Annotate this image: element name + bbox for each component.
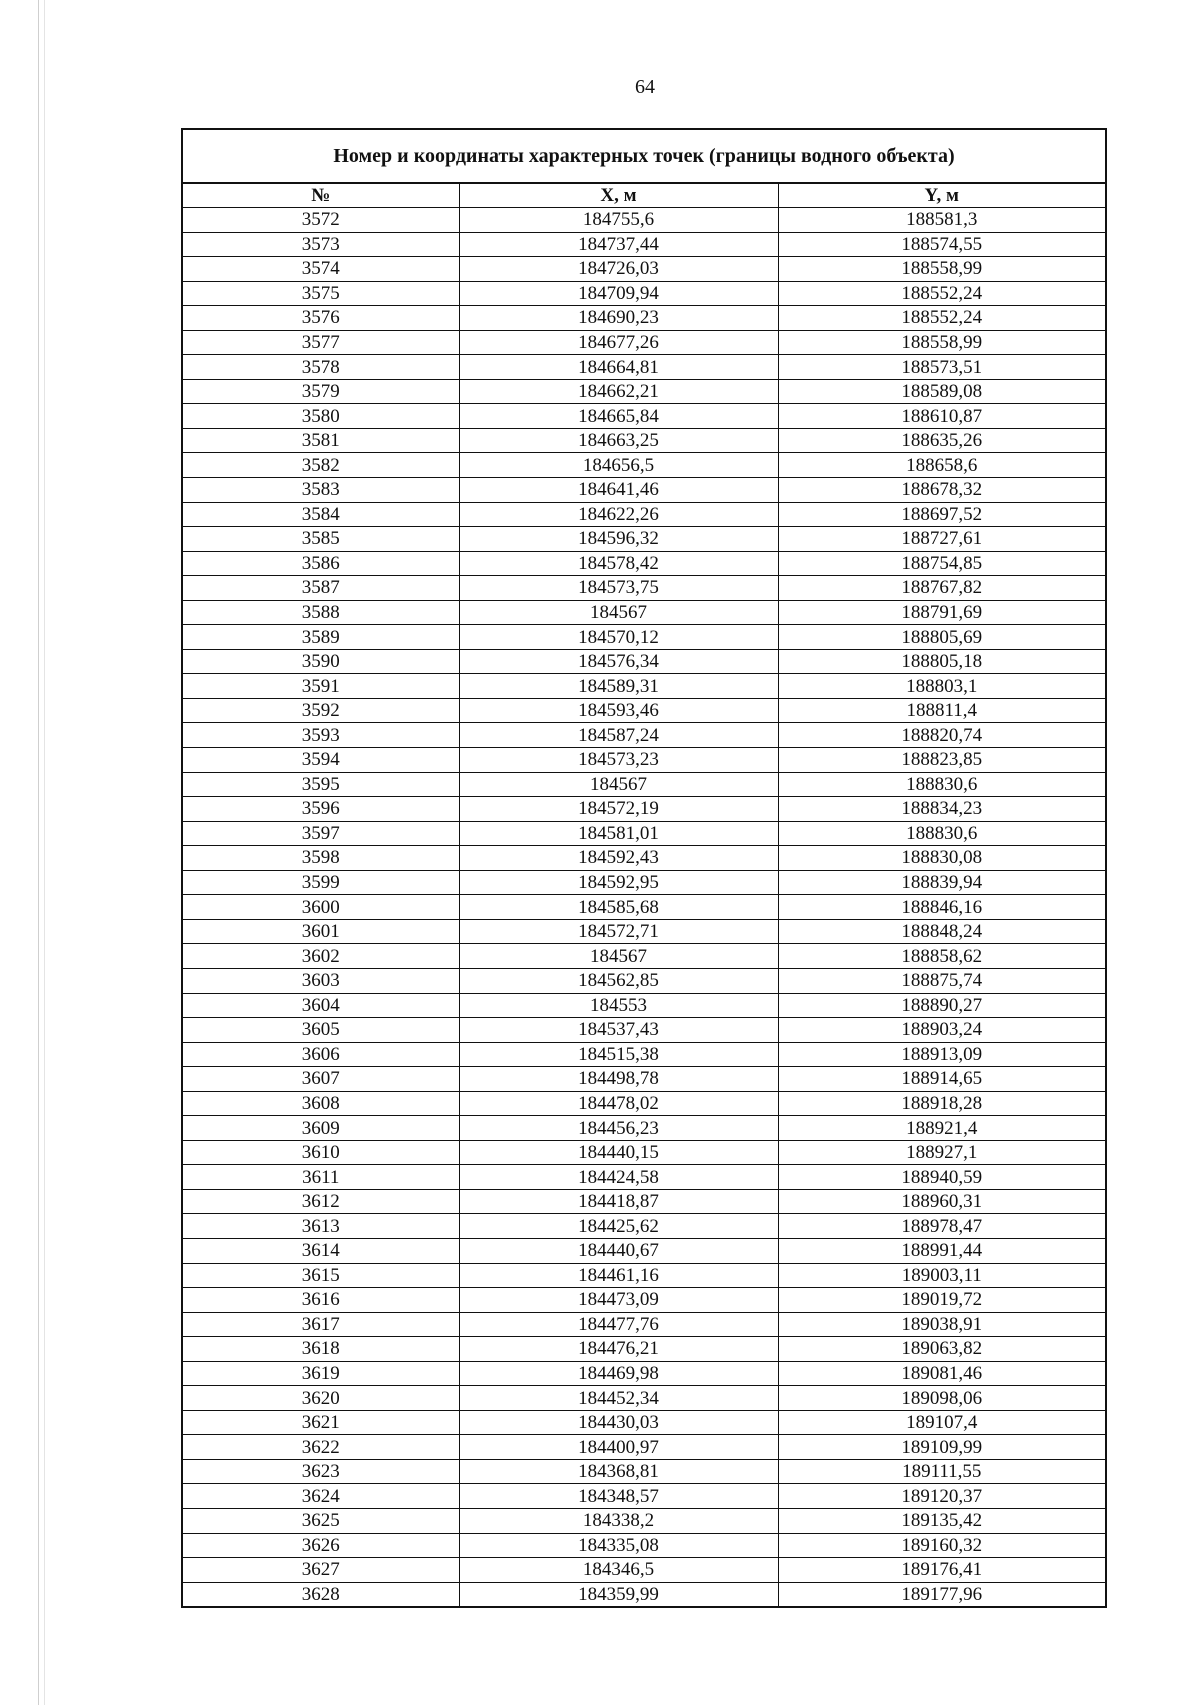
- point-number-cell: 3609: [182, 1116, 459, 1141]
- x-coordinate-cell: 184589,31: [459, 674, 778, 699]
- point-number-cell: 3574: [182, 257, 459, 282]
- scan-edge-line: [44, 0, 45, 1705]
- y-coordinate-cell: 188875,74: [778, 968, 1106, 993]
- table-row: [182, 1312, 1106, 1337]
- x-coordinate-cell: 184567: [459, 944, 778, 969]
- point-number-cell: 3621: [182, 1410, 459, 1435]
- y-coordinate-cell: 188830,6: [778, 821, 1106, 846]
- point-number-cell: 3602: [182, 944, 459, 969]
- table-row: [182, 1435, 1106, 1460]
- x-coordinate-cell: 184585,68: [459, 895, 778, 920]
- table-row: [182, 625, 1106, 650]
- point-number-cell: 3595: [182, 772, 459, 797]
- x-coordinate-cell: 184461,16: [459, 1263, 778, 1288]
- y-coordinate-cell: 189019,72: [778, 1288, 1106, 1313]
- y-coordinate-cell: 188848,24: [778, 919, 1106, 944]
- table-row: [182, 895, 1106, 920]
- point-number-cell: 3572: [182, 208, 459, 233]
- point-number-cell: 3577: [182, 330, 459, 355]
- table-row: [182, 281, 1106, 306]
- table-row: [182, 404, 1106, 429]
- point-number-cell: 3606: [182, 1042, 459, 1067]
- point-number-cell: 3576: [182, 306, 459, 331]
- x-coordinate-cell: 184622,26: [459, 502, 778, 527]
- y-coordinate-cell: 188574,55: [778, 232, 1106, 257]
- table-row: [182, 1337, 1106, 1362]
- y-coordinate-cell: 188890,27: [778, 993, 1106, 1018]
- x-coordinate-cell: 184418,87: [459, 1189, 778, 1214]
- table-row: [182, 527, 1106, 552]
- y-coordinate-cell: 188830,6: [778, 772, 1106, 797]
- y-coordinate-cell: 188918,28: [778, 1091, 1106, 1116]
- table-row: [182, 1288, 1106, 1313]
- x-coordinate-cell: 184359,99: [459, 1582, 778, 1607]
- table-row: [182, 1189, 1106, 1214]
- point-number-cell: 3618: [182, 1337, 459, 1362]
- table-row: [182, 1116, 1106, 1141]
- x-coordinate-cell: 184440,67: [459, 1238, 778, 1263]
- y-coordinate-cell: 189063,82: [778, 1337, 1106, 1362]
- y-coordinate-cell: 188552,24: [778, 306, 1106, 331]
- y-coordinate-cell: 188913,09: [778, 1042, 1106, 1067]
- x-coordinate-cell: 184338,2: [459, 1508, 778, 1533]
- x-coordinate-cell: 184440,15: [459, 1140, 778, 1165]
- table-row: [182, 232, 1106, 257]
- x-coordinate-cell: 184592,95: [459, 870, 778, 895]
- x-coordinate-cell: 184553: [459, 993, 778, 1018]
- table-row: [182, 428, 1106, 453]
- y-coordinate-cell: 188991,44: [778, 1238, 1106, 1263]
- x-coordinate-cell: 184425,62: [459, 1214, 778, 1239]
- y-coordinate-cell: 188921,4: [778, 1116, 1106, 1141]
- y-coordinate-cell: 188610,87: [778, 404, 1106, 429]
- table-row: [182, 453, 1106, 478]
- point-number-cell: 3603: [182, 968, 459, 993]
- x-coordinate-cell: 184498,78: [459, 1067, 778, 1092]
- y-coordinate-cell: 188767,82: [778, 576, 1106, 601]
- x-coordinate-cell: 184726,03: [459, 257, 778, 282]
- point-number-cell: 3627: [182, 1558, 459, 1583]
- x-coordinate-cell: 184473,09: [459, 1288, 778, 1313]
- point-number-cell: 3573: [182, 232, 459, 257]
- y-coordinate-cell: 189003,11: [778, 1263, 1106, 1288]
- table-row: [182, 1238, 1106, 1263]
- table-row: [182, 1533, 1106, 1558]
- point-number-cell: 3619: [182, 1361, 459, 1386]
- x-coordinate-cell: 184664,81: [459, 355, 778, 380]
- y-coordinate-cell: 188558,99: [778, 330, 1106, 355]
- point-number-cell: 3613: [182, 1214, 459, 1239]
- x-coordinate-cell: 184709,94: [459, 281, 778, 306]
- x-coordinate-cell: 184570,12: [459, 625, 778, 650]
- y-coordinate-cell: 188552,24: [778, 281, 1106, 306]
- point-number-cell: 3615: [182, 1263, 459, 1288]
- table-row: [182, 257, 1106, 282]
- point-number-cell: 3578: [182, 355, 459, 380]
- scan-edge-line: [38, 0, 39, 1705]
- point-number-cell: 3588: [182, 600, 459, 625]
- y-coordinate-cell: 188839,94: [778, 870, 1106, 895]
- y-coordinate-cell: 188940,59: [778, 1165, 1106, 1190]
- point-number-cell: 3612: [182, 1189, 459, 1214]
- y-coordinate-cell: 189098,06: [778, 1386, 1106, 1411]
- table-row: [182, 600, 1106, 625]
- table-row: [182, 208, 1106, 233]
- x-coordinate-cell: 184478,02: [459, 1091, 778, 1116]
- x-coordinate-cell: 184335,08: [459, 1533, 778, 1558]
- point-number-cell: 3605: [182, 1018, 459, 1043]
- table-row: [182, 502, 1106, 527]
- point-number-cell: 3580: [182, 404, 459, 429]
- table-row: [182, 821, 1106, 846]
- column-header-x: X, м: [459, 183, 778, 208]
- x-coordinate-cell: 184537,43: [459, 1018, 778, 1043]
- point-number-cell: 3623: [182, 1459, 459, 1484]
- table-row: [182, 870, 1106, 895]
- y-coordinate-cell: 188830,08: [778, 846, 1106, 871]
- x-coordinate-cell: 184592,43: [459, 846, 778, 871]
- x-coordinate-cell: 184430,03: [459, 1410, 778, 1435]
- point-number-cell: 3608: [182, 1091, 459, 1116]
- y-coordinate-cell: 189107,4: [778, 1410, 1106, 1435]
- y-coordinate-cell: 188697,52: [778, 502, 1106, 527]
- table-row: [182, 1582, 1106, 1607]
- table-row: [182, 993, 1106, 1018]
- column-header-y: Y, м: [778, 183, 1106, 208]
- table-row: [182, 1042, 1106, 1067]
- y-coordinate-cell: 189177,96: [778, 1582, 1106, 1607]
- point-number-cell: 3622: [182, 1435, 459, 1460]
- y-coordinate-cell: 188834,23: [778, 797, 1106, 822]
- x-coordinate-cell: 184567: [459, 600, 778, 625]
- table-row: [182, 1263, 1106, 1288]
- y-coordinate-cell: 189038,91: [778, 1312, 1106, 1337]
- y-coordinate-cell: 188903,24: [778, 1018, 1106, 1043]
- table-row: [182, 674, 1106, 699]
- point-number-cell: 3607: [182, 1067, 459, 1092]
- table-row: [182, 1214, 1106, 1239]
- table-row: [182, 698, 1106, 723]
- y-coordinate-cell: 188846,16: [778, 895, 1106, 920]
- x-coordinate-cell: 184587,24: [459, 723, 778, 748]
- x-coordinate-cell: 184424,58: [459, 1165, 778, 1190]
- point-number-cell: 3591: [182, 674, 459, 699]
- point-number-cell: 3575: [182, 281, 459, 306]
- y-coordinate-cell: 188791,69: [778, 600, 1106, 625]
- table-row: [182, 748, 1106, 773]
- y-coordinate-cell: 188589,08: [778, 379, 1106, 404]
- table-row: [182, 576, 1106, 601]
- point-number-cell: 3626: [182, 1533, 459, 1558]
- x-coordinate-cell: 184596,32: [459, 527, 778, 552]
- y-coordinate-cell: 189135,42: [778, 1508, 1106, 1533]
- x-coordinate-cell: 184567: [459, 772, 778, 797]
- table-row: [182, 355, 1106, 380]
- x-coordinate-cell: 184737,44: [459, 232, 778, 257]
- table-row: [182, 379, 1106, 404]
- x-coordinate-cell: 184469,98: [459, 1361, 778, 1386]
- x-coordinate-cell: 184576,34: [459, 649, 778, 674]
- point-number-cell: 3601: [182, 919, 459, 944]
- x-coordinate-cell: 184400,97: [459, 1435, 778, 1460]
- x-coordinate-cell: 184656,5: [459, 453, 778, 478]
- point-number-cell: 3625: [182, 1508, 459, 1533]
- point-number-cell: 3596: [182, 797, 459, 822]
- coordinates-table: [181, 128, 1107, 1608]
- point-number-cell: 3583: [182, 478, 459, 503]
- y-coordinate-cell: 188805,69: [778, 625, 1106, 650]
- y-coordinate-cell: 189120,37: [778, 1484, 1106, 1509]
- point-number-cell: 3594: [182, 748, 459, 773]
- column-header-number: №: [182, 183, 459, 208]
- point-number-cell: 3589: [182, 625, 459, 650]
- table-row: [182, 846, 1106, 871]
- point-number-cell: 3628: [182, 1582, 459, 1607]
- table-row: [182, 1067, 1106, 1092]
- table-row: [182, 1459, 1106, 1484]
- y-coordinate-cell: 188914,65: [778, 1067, 1106, 1092]
- y-coordinate-cell: 189111,55: [778, 1459, 1106, 1484]
- point-number-cell: 3597: [182, 821, 459, 846]
- point-number-cell: 3610: [182, 1140, 459, 1165]
- table-row: [182, 1484, 1106, 1509]
- point-number-cell: 3587: [182, 576, 459, 601]
- point-number-cell: 3582: [182, 453, 459, 478]
- table-row: [182, 1018, 1106, 1043]
- x-coordinate-cell: 184562,85: [459, 968, 778, 993]
- y-coordinate-cell: 188858,62: [778, 944, 1106, 969]
- point-number-cell: 3590: [182, 649, 459, 674]
- y-coordinate-cell: 188573,51: [778, 355, 1106, 380]
- x-coordinate-cell: 184572,19: [459, 797, 778, 822]
- table-row: [182, 1165, 1106, 1190]
- table-row: [182, 478, 1106, 503]
- table-row: [182, 968, 1106, 993]
- x-coordinate-cell: 184593,46: [459, 698, 778, 723]
- table-row: [182, 1361, 1106, 1386]
- y-coordinate-cell: 188927,1: [778, 1140, 1106, 1165]
- point-number-cell: 3592: [182, 698, 459, 723]
- point-number-cell: 3620: [182, 1386, 459, 1411]
- table-row: [182, 306, 1106, 331]
- y-coordinate-cell: 188978,47: [778, 1214, 1106, 1239]
- x-coordinate-cell: 184755,6: [459, 208, 778, 233]
- table-row: [182, 1508, 1106, 1533]
- x-coordinate-cell: 184346,5: [459, 1558, 778, 1583]
- y-coordinate-cell: 188803,1: [778, 674, 1106, 699]
- point-number-cell: 3579: [182, 379, 459, 404]
- point-number-cell: 3598: [182, 846, 459, 871]
- y-coordinate-cell: 188960,31: [778, 1189, 1106, 1214]
- table-row: [182, 919, 1106, 944]
- y-coordinate-cell: 188581,3: [778, 208, 1106, 233]
- y-coordinate-cell: 188805,18: [778, 649, 1106, 674]
- x-coordinate-cell: 184665,84: [459, 404, 778, 429]
- table-body: [182, 208, 1106, 1608]
- point-number-cell: 3586: [182, 551, 459, 576]
- y-coordinate-cell: 189109,99: [778, 1435, 1106, 1460]
- y-coordinate-cell: 188558,99: [778, 257, 1106, 282]
- point-number-cell: 3585: [182, 527, 459, 552]
- x-coordinate-cell: 184456,23: [459, 1116, 778, 1141]
- table-row: [182, 1558, 1106, 1583]
- table-row: [182, 1410, 1106, 1435]
- point-number-cell: 3611: [182, 1165, 459, 1190]
- point-number-cell: 3581: [182, 428, 459, 453]
- table-row: [182, 944, 1106, 969]
- x-coordinate-cell: 184476,21: [459, 1337, 778, 1362]
- table-row: [182, 772, 1106, 797]
- table-row: [182, 1091, 1106, 1116]
- point-number-cell: 3599: [182, 870, 459, 895]
- point-number-cell: 3593: [182, 723, 459, 748]
- x-coordinate-cell: 184663,25: [459, 428, 778, 453]
- x-coordinate-cell: 184690,23: [459, 306, 778, 331]
- table-row: [182, 551, 1106, 576]
- point-number-cell: 3604: [182, 993, 459, 1018]
- y-coordinate-cell: 188635,26: [778, 428, 1106, 453]
- x-coordinate-cell: 184452,34: [459, 1386, 778, 1411]
- x-coordinate-cell: 184677,26: [459, 330, 778, 355]
- y-coordinate-cell: 188678,32: [778, 478, 1106, 503]
- table-row: [182, 1140, 1106, 1165]
- table-row: [182, 797, 1106, 822]
- y-coordinate-cell: 188811,4: [778, 698, 1106, 723]
- table-row: [182, 649, 1106, 674]
- x-coordinate-cell: 184641,46: [459, 478, 778, 503]
- y-coordinate-cell: 188727,61: [778, 527, 1106, 552]
- x-coordinate-cell: 184368,81: [459, 1459, 778, 1484]
- x-coordinate-cell: 184573,23: [459, 748, 778, 773]
- y-coordinate-cell: 188823,85: [778, 748, 1106, 773]
- table-row: [182, 330, 1106, 355]
- point-number-cell: 3614: [182, 1238, 459, 1263]
- x-coordinate-cell: 184348,57: [459, 1484, 778, 1509]
- y-coordinate-cell: 189160,32: [778, 1533, 1106, 1558]
- x-coordinate-cell: 184662,21: [459, 379, 778, 404]
- table-header-row: [182, 183, 1106, 208]
- page-number: 64: [635, 76, 655, 98]
- x-coordinate-cell: 184578,42: [459, 551, 778, 576]
- y-coordinate-cell: 188754,85: [778, 551, 1106, 576]
- x-coordinate-cell: 184572,71: [459, 919, 778, 944]
- table-row: [182, 1386, 1106, 1411]
- x-coordinate-cell: 184477,76: [459, 1312, 778, 1337]
- y-coordinate-cell: 189081,46: [778, 1361, 1106, 1386]
- point-number-cell: 3624: [182, 1484, 459, 1509]
- x-coordinate-cell: 184573,75: [459, 576, 778, 601]
- point-number-cell: 3616: [182, 1288, 459, 1313]
- point-number-cell: 3584: [182, 502, 459, 527]
- point-number-cell: 3617: [182, 1312, 459, 1337]
- y-coordinate-cell: 188820,74: [778, 723, 1106, 748]
- table-row: [182, 723, 1106, 748]
- y-coordinate-cell: 188658,6: [778, 453, 1106, 478]
- y-coordinate-cell: 189176,41: [778, 1558, 1106, 1583]
- x-coordinate-cell: 184515,38: [459, 1042, 778, 1067]
- table-caption: Номер и координаты характерных точек (границы водного объекта): [182, 129, 1106, 183]
- x-coordinate-cell: 184581,01: [459, 821, 778, 846]
- table-caption-row: [182, 129, 1106, 183]
- point-number-cell: 3600: [182, 895, 459, 920]
